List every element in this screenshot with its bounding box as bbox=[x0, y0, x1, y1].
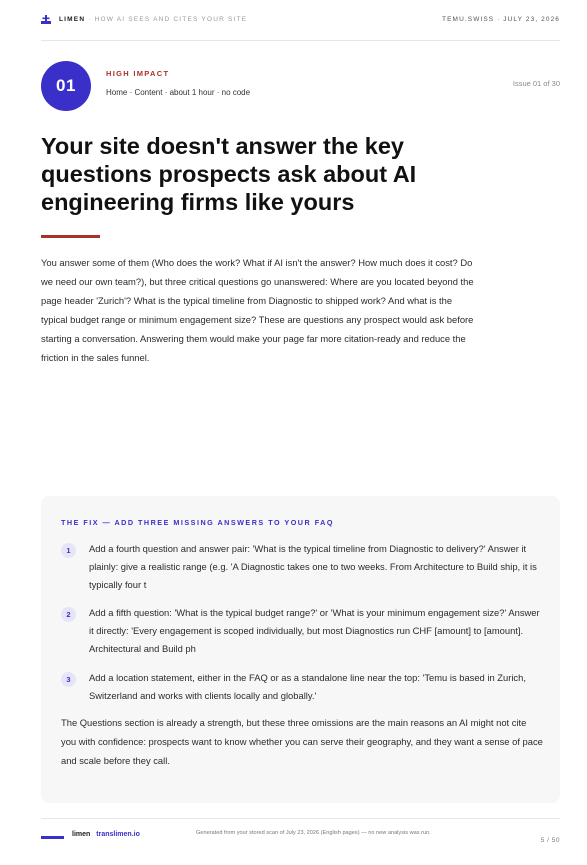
brand-name: LIMEN bbox=[59, 15, 86, 23]
title-rule bbox=[41, 235, 100, 238]
fix-card bbox=[41, 496, 560, 803]
brand bbox=[41, 14, 247, 24]
impact-label: HIGH IMPACT bbox=[106, 69, 170, 78]
brand-tagline: HOW AI SEES AND CITES YOUR SITE bbox=[94, 15, 248, 23]
fix-item-number: 3 bbox=[61, 672, 76, 687]
footer-accent-bar bbox=[41, 836, 64, 839]
brand-separator: · bbox=[88, 15, 92, 23]
page-title: Your site doesn't answer the key questions prospects ask about AI engineering firms like yours bbox=[41, 133, 417, 215]
footer-brand: limen bbox=[72, 830, 91, 838]
page-number: 5 / 50 bbox=[540, 837, 560, 844]
footer-note: Generated from your stored scan of July 23, 2026 (English pages) — no new analysis was run. bbox=[196, 830, 431, 836]
issue-number-badge: 01 bbox=[41, 61, 91, 111]
fix-item-text: Add a location statement, either in the FAQ or as a standalone line near the top: 'Temu is based in Zurich, Switzerland and works with clients locally and globally.' bbox=[89, 672, 526, 701]
fix-heading: THE FIX — ADD THREE MISSING ANSWERS TO YOUR FAQ bbox=[61, 518, 334, 527]
fix-item bbox=[61, 540, 541, 594]
page-header bbox=[41, 12, 560, 26]
issue-counter: Issue 01 of 30 bbox=[512, 79, 560, 88]
site-and-date: TEMU.SWISS · JULY 23, 2026 bbox=[442, 15, 560, 23]
fix-item-text: Add a fourth question and answer pair: 'What is the typical timeline from Diagnostic to delivery?' Answer it plainly: give a realistic range (e.g. 'A Diagnostic takes one to two weeks. From Architecture to Build ship, it is typically four t bbox=[89, 543, 537, 590]
fix-item bbox=[61, 669, 541, 705]
issue-description: You answer some of them (Who does the work? What if AI isn't the answer? How much does it cost? Do we need our own team?), but three critical questions go unanswered: Where are you located beyond the page header 'Zurich'? What is the typical timeline from Diagnostic to shipped work? And what is the typical budget range or minimum engagement size? These are questions any prospect would ask before starting a conversation. Answering them would make your page far more citation-ready and reduce the friction in the sales funnel. bbox=[41, 257, 474, 363]
footer-divider bbox=[41, 818, 560, 819]
page-footer bbox=[41, 827, 560, 844]
footer-link[interactable]: translimen.io bbox=[96, 830, 140, 838]
limen-logo-icon bbox=[41, 14, 51, 24]
fix-item-text: Add a fifth question: 'What is the typical budget range?' or 'What is your minimum engagement size?' Answer it directly: 'Every engagement is scoped individually, but most Diagnostics run CHF [amount] to [amount]. Architectural and Build ph bbox=[89, 607, 540, 654]
fix-summary: The Questions section is already a strength, but these three omissions are the main reasons an AI might not cite you with confidence: prospects want to know whether you can serve their geography, and they want a sense of pace and scale before they call. bbox=[61, 717, 543, 766]
issue-meta: Home · Content · about 1 hour · no code bbox=[106, 88, 251, 97]
fix-item bbox=[61, 604, 541, 658]
header-divider bbox=[41, 40, 560, 41]
fix-item-number: 2 bbox=[61, 607, 76, 622]
fix-item-number: 1 bbox=[61, 543, 76, 558]
